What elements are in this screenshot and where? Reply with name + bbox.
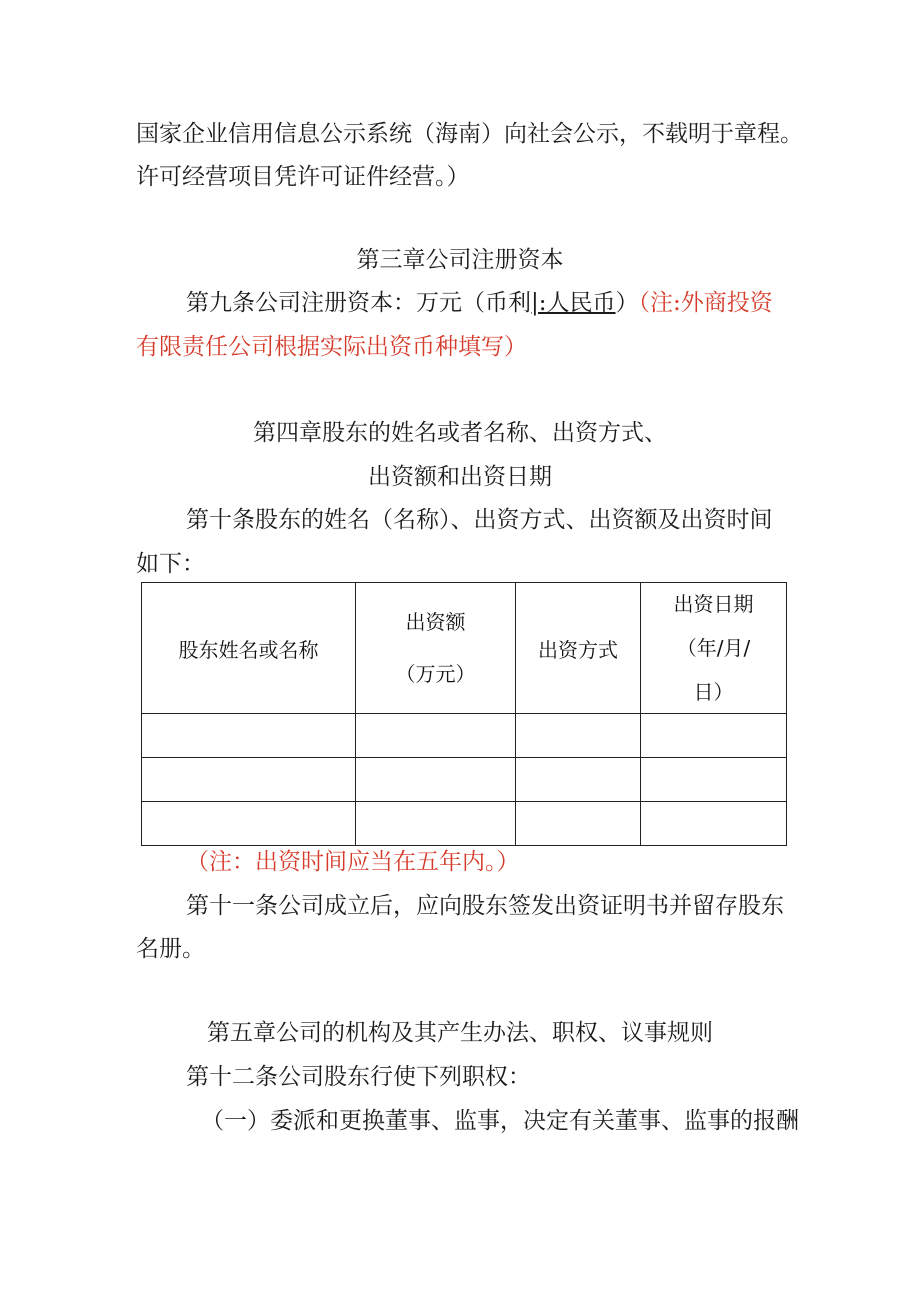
table-row (142, 714, 787, 758)
header-contribution-amount (356, 583, 516, 714)
article-9-close-paren: ） (615, 290, 639, 316)
table-row (142, 802, 787, 846)
table-cell[interactable] (641, 802, 787, 846)
table-cell[interactable] (516, 802, 641, 846)
article-12: 第十二条公司股东行使下列职权： (186, 1064, 531, 1090)
paragraph-continuation-line-1: 国家企业信用信息公示系统（海南）向社会公示，不载明于章程。 (136, 121, 803, 147)
header-amount-label: 出资额 (405, 610, 466, 634)
table-cell[interactable] (641, 758, 787, 802)
article-11-line-1: 第十一条公司成立后，应向股东签发出资证明书并留存股东 (186, 893, 784, 919)
article-9-note-end: 有限责任公司根据实际出资币种填写） (136, 334, 527, 360)
article-11-line-2: 名册。 (136, 936, 205, 962)
table-cell[interactable] (142, 802, 356, 846)
article-9-note-start: （注:外商投资 (638, 290, 773, 316)
table-row (142, 758, 787, 802)
table-cell[interactable] (356, 758, 516, 802)
chapter-5-title: 第五章公司的机构及其产生办法、职权、议事规则 (207, 1020, 713, 1046)
table-cell[interactable] (356, 802, 516, 846)
chapter-4-title-line-2: 出资额和出资日期 (368, 464, 552, 490)
table-cell[interactable] (142, 758, 356, 802)
paragraph-continuation-line-2: 许可经营项目凭许可证件经营。） (136, 164, 470, 190)
article-9-line-1 (186, 288, 773, 318)
chapter-3-title: 第三章公司注册资本 (356, 247, 564, 273)
header-shareholder-name: 股东姓名或名称 (142, 583, 356, 714)
table-cell[interactable] (142, 714, 356, 758)
article-9-currency: |:人民币 (531, 290, 616, 316)
table-cell[interactable] (356, 714, 516, 758)
header-amount-unit: （万元） (395, 662, 476, 686)
chapter-4-title-line-1: 第四章股东的姓名或者名称、出资方式、 (253, 420, 667, 446)
article-10-line-2: 如下： (136, 551, 205, 577)
table-note: （注：出资时间应当在五年内。） (186, 849, 520, 875)
header-contribution-date (641, 583, 787, 714)
shareholder-contribution-table (141, 582, 787, 846)
article-12-item-1: （一）委派和更换董事、监事，决定有关董事、监事的报酬 (201, 1108, 799, 1134)
table-cell[interactable] (516, 714, 641, 758)
table-cell[interactable] (516, 758, 641, 802)
header-date-format: （年/月/ (676, 636, 751, 660)
table-cell[interactable] (641, 714, 787, 758)
header-date-format-end: 日） (693, 680, 734, 704)
header-contribution-method: 出资方式 (516, 583, 641, 714)
header-date-label: 出资日期 (673, 592, 754, 616)
article-9-text: 第九条公司注册资本：万元（币利 (186, 290, 531, 316)
table-header-row (142, 583, 787, 714)
article-10-line-1: 第十条股东的姓名（名称）、出资方式、出资额及出资时间 (186, 507, 773, 533)
